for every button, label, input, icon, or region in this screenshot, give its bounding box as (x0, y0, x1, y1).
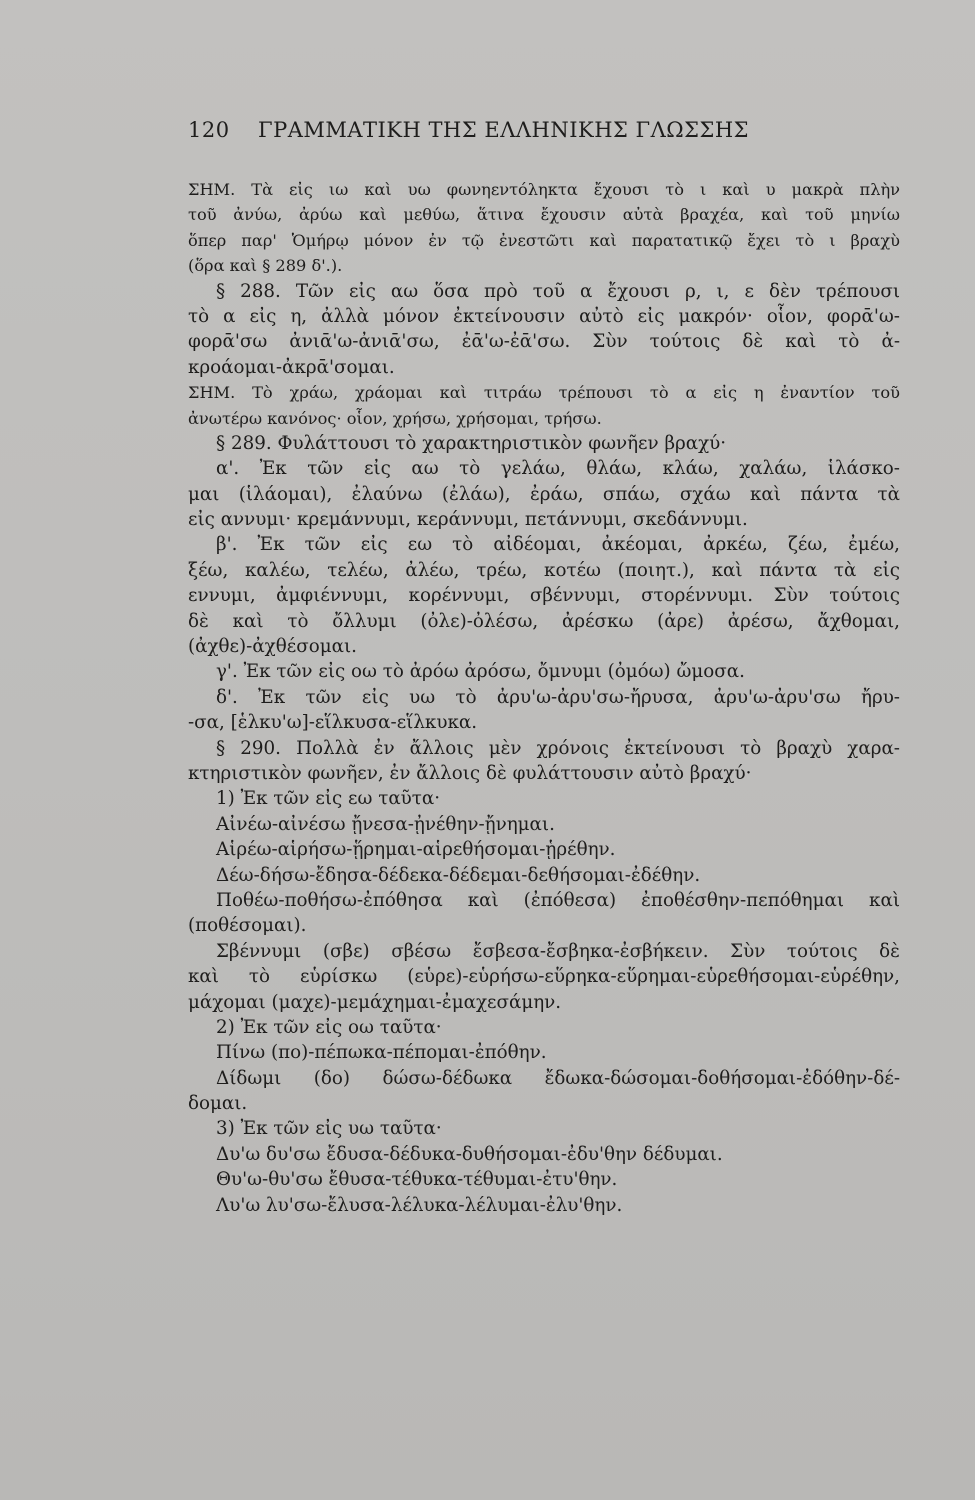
text-line: Ποθέω-ποθήσω-ἐπόθησα καὶ (ἐπόθεσα) ἐποθέσθην-πεπόθημαι καὶ (216, 889, 900, 911)
text-line: (ἀχθε)-ἀχθέσομαι. (188, 636, 357, 658)
text-line: -σα, [ἑλκυ'ω]-εἵλκυσα-εἵλκυκα. (188, 712, 478, 734)
text-line: τὸ α εἰς η, ἀλλὰ μόνον ἐκτείνουσιν αὐτὸ εἰς μακρόν· οἷον, φορᾱ'ω- (188, 305, 900, 327)
text-line: κροάομαι-ἀκρᾱ'σομαι. (188, 356, 395, 378)
page-number: 120 (188, 118, 230, 142)
running-title: ΓΡΑΜΜΑΤΙΚΗ ΤΗΣ ΕΛΛΗΝΙΚΗΣ ΓΛΩΣΣΗΣ (258, 118, 750, 142)
text-line: Σβέννυμι (σβε) σβέσω ἔσβεσα-ἔσβηκα-ἐσβήκειν. Σὺν τούτοις δὲ (216, 940, 900, 962)
text-line: κτηριστικὸν φωνῆεν, ἐν ἄλλοις δὲ φυλάττουσιν αὐτὸ βραχύ· (188, 762, 752, 784)
text-line: ἀνωτέρω κανόνος· οἷον, χρήσω, χρήσομαι, τρήσω. (188, 408, 602, 428)
text-line: ὅπερ παρ' Ὁμήρῳ μόνον ἐν τῷ ἐνεστῶτι καὶ παρατατικῷ ἔχει τὸ ι βραχὺ (188, 230, 900, 250)
text-line: Δέω-δήσω-ἔδησα-δέδεκα-δέδεμαι-δεθήσομαι-ἐδέθην. (216, 864, 701, 886)
text-line: β'. Ἐκ τῶν εἰς εω τὸ αἰδέομαι, ἀκέομαι, ἀρκέω, ζέω, ἐμέω, (216, 534, 900, 556)
text-line: ξέω, καλέω, τελέω, ἀλέω, τρέω, κοτέω (ποιητ.), καὶ πάντα τὰ εἰς (188, 559, 900, 581)
text-line: § 289. Φυλάττουσι τὸ χαρακτηριστικὸν φωνῆεν βραχύ· (216, 432, 727, 454)
text-line: Δυ'ω δυ'σω ἔδυσα-δέδυκα-δυθήσομαι-ἐδυ'θην δέδυμαι. (216, 1143, 723, 1165)
text-line: δὲ καὶ τὸ ὄλλυμι (ὀλε)-ὀλέσω, ἀρέσκω (ἀρε) ἀρέσω, ἄχθομαι, (188, 610, 900, 632)
text-line: ΣΗΜ. Τὸ χράω, χράομαι καὶ τιτράω τρέπουσι τὸ α εἰς η ἐναντίον τοῦ (188, 383, 900, 403)
text-line: εννυμι, ἀμφιέννυμι, κορέννυμι, σβέννυμι, στορέννυμι. Σὺν τούτοις (188, 585, 900, 607)
text-line: ΣΗΜ. Τὰ εἰς ιω καὶ υω φωνηεντόληκτα ἔχουσι τὸ ι καὶ υ μακρὰ πλὴν (188, 180, 900, 199)
text-line: εἰς αννυμι· κρεμάννυμι, κεράννυμι, πετάννυμι, σκεδάννυμι. (188, 509, 748, 531)
text-line: δομαι. (188, 1093, 248, 1115)
text-line: Πίνω (πο)-πέπωκα-πέπομαι-ἐπόθην. (216, 1042, 547, 1064)
text-line: 1) Ἐκ τῶν εἰς εω ταῦτα· (216, 788, 441, 810)
text-line: Αἱρέω-αἱρήσω-ᾕρημαι-αἱρεθήσομαι-ᾑρέθην. (216, 839, 616, 861)
text-line: τοῦ ἀνύω, ἀρύω καὶ μεθύω, ἅτινα ἔχουσιν αὐτὰ βραχέα, καὶ τοῦ μηνίω (188, 205, 900, 225)
text-line: καὶ τὸ εὑρίσκω (εὑρε)-εὑρήσω-εὕρηκα-εὕρημαι-εὑρεθήσομαι-εὑρέθην, (188, 966, 900, 988)
text-line: γ'. Ἐκ τῶν εἰς οω τὸ ἀρόω ἀρόσω, ὄμνυμι (ὀμόω) ὤμοσα. (216, 661, 745, 683)
text-line: μάχομαι (μαχε)-μεμάχημαι-ἐμαχεσάμην. (188, 991, 562, 1013)
text-line: § 288. Τῶν εἰς αω ὅσα πρὸ τοῦ α ἔχουσι ρ, ι, ε δὲν τρέπουσι (216, 280, 900, 302)
text-line: φορᾱ'σω ἀνιᾱ'ω-ἀνιᾱ'σω, ἐᾱ'ω-ἐᾱ'σω. Σὺν τούτοις δὲ καὶ τὸ ἀ- (188, 331, 900, 353)
text-line: Δίδωμι (δο) δώσω-δέδωκα ἔδωκα-δώσομαι-δοθήσομαι-ἐδόθην-δέ- (216, 1067, 900, 1089)
text-line: α'. Ἐκ τῶν εἰς αω τὸ γελάω, θλάω, κλάω, χαλάω, ἱλάσκο- (216, 458, 900, 480)
text-line: μαι (ἱλάομαι), ἐλαύνω (ἐλάω), ἐράω, σπάω, σχάω καὶ πάντα τὰ (188, 483, 900, 505)
body-text (188, 177, 900, 1218)
text-line: § 290. Πολλὰ ἐν ἄλλοις μὲν χρόνοις ἐκτείνουσι τὸ βραχὺ χαρα- (216, 737, 900, 759)
text-line: Λυ'ω λυ'σω-ἔλυσα-λέλυκα-λέλυμαι-ἐλυ'θην. (216, 1194, 623, 1216)
text-line: (ὅρα καὶ § 289 δ'.). (188, 256, 343, 276)
text-line: Θυ'ω-θυ'σω ἔθυσα-τέθυκα-τέθυμαι-ἐτυ'θην. (216, 1169, 618, 1191)
text-line: 3) Ἐκ τῶν εἰς υω ταῦτα· (216, 1118, 442, 1140)
text-line: Αἰνέω-αἰνέσω ᾔνεσα-ᾐνέθην-ᾔνημαι. (216, 813, 555, 835)
text-line: 2) Ἐκ τῶν εἰς οω ταῦτα· (216, 1016, 442, 1038)
text-line: δ'. Ἐκ τῶν εἰς υω τὸ ἀρυ'ω-ἀρυ'σω-ἤρυσα, ἀρυ'ω-ἀρυ'σω ἤρυ- (216, 686, 900, 708)
page-header (188, 118, 788, 142)
text-line: (ποθέσομαι). (188, 915, 307, 937)
